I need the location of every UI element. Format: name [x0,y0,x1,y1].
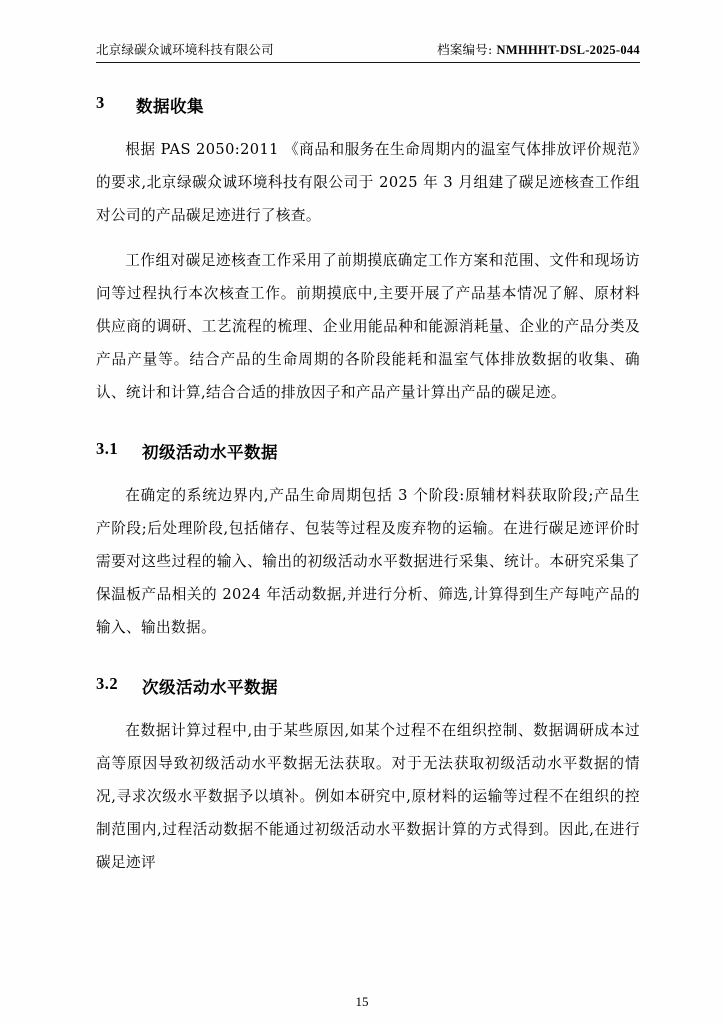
heading-section-3 [96,93,640,117]
paragraph: 在确定的系统边界内,产品生命周期包括 3 个阶段:原辅材料获取阶段;产品生产阶段;后处理阶段,包括储存、包装等过程及废弃物的运输。在进行碳足迹评价时需要对这些过程的输入、输出的初级活动水平数据进行采集、统计。本研究采集了保温板产品相关的 2024 年活动数据,并进行分析、筛选,计算得到生产每吨产品的输入、输出数据。 [96,487,640,637]
archive-code: NMHHHT-DSL-2025-044 [496,43,640,57]
section-title: 次级活动水平数据 [142,678,278,698]
heading-section-3-1 [96,439,640,463]
page-content [96,42,640,984]
section-number: 3.2 [96,674,119,694]
section-title: 数据收集 [136,97,204,117]
section-number: 3 [96,93,105,113]
footer-page-number: 15 [355,994,369,1009]
paragraph: 根据 PAS 2050:2011 《商品和服务在生命周期内的温室气体排放评价规范》的要求,北京绿碳众诚环境科技有限公司于 2025 年 3 月组建了碳足迹核查工作组对公司的产品碳足迹进行了核查。 [96,141,640,225]
section-number: 3.1 [96,439,119,459]
paragraph: 工作组对碳足迹核查工作采用了前期摸底确定工作方案和范围、文件和现场访问等过程执行本次核查工作。前期摸底中,主要开展了产品基本情况了解、原材料供应商的调研、工艺流程的梳理、企业用能品种和能源消耗量、企业的产品分类及产品产量等。结合产品的生命周期的各阶段能耗和温室气体排放数据的收集、确认、统计和计算,结合合适的排放因子和产品产量计算出产品的碳足迹。 [96,252,640,402]
page-header [96,42,640,63]
archive-label: 档案编号: [437,42,493,57]
paragraph: 在数据计算过程中,由于某些原因,如某个过程不在组织控制、数据调研成本过高等原因导致初级活动水平数据无法获取。对于无法获取初级活动水平数据的情况,寻求次级水平数据予以填补。例如本研究中,原材料的运输等过程不在组织的控制范围内,过程活动数据不能通过初级活动水平数据计算的方式得到。因此,在进行碳足迹评 [96,722,640,872]
heading-section-3-2 [96,674,640,698]
header-company-name: 北京绿碳众诚环境科技有限公司 [96,42,274,57]
section-title: 初级活动水平数据 [142,443,278,463]
header-archive-number [437,42,640,58]
